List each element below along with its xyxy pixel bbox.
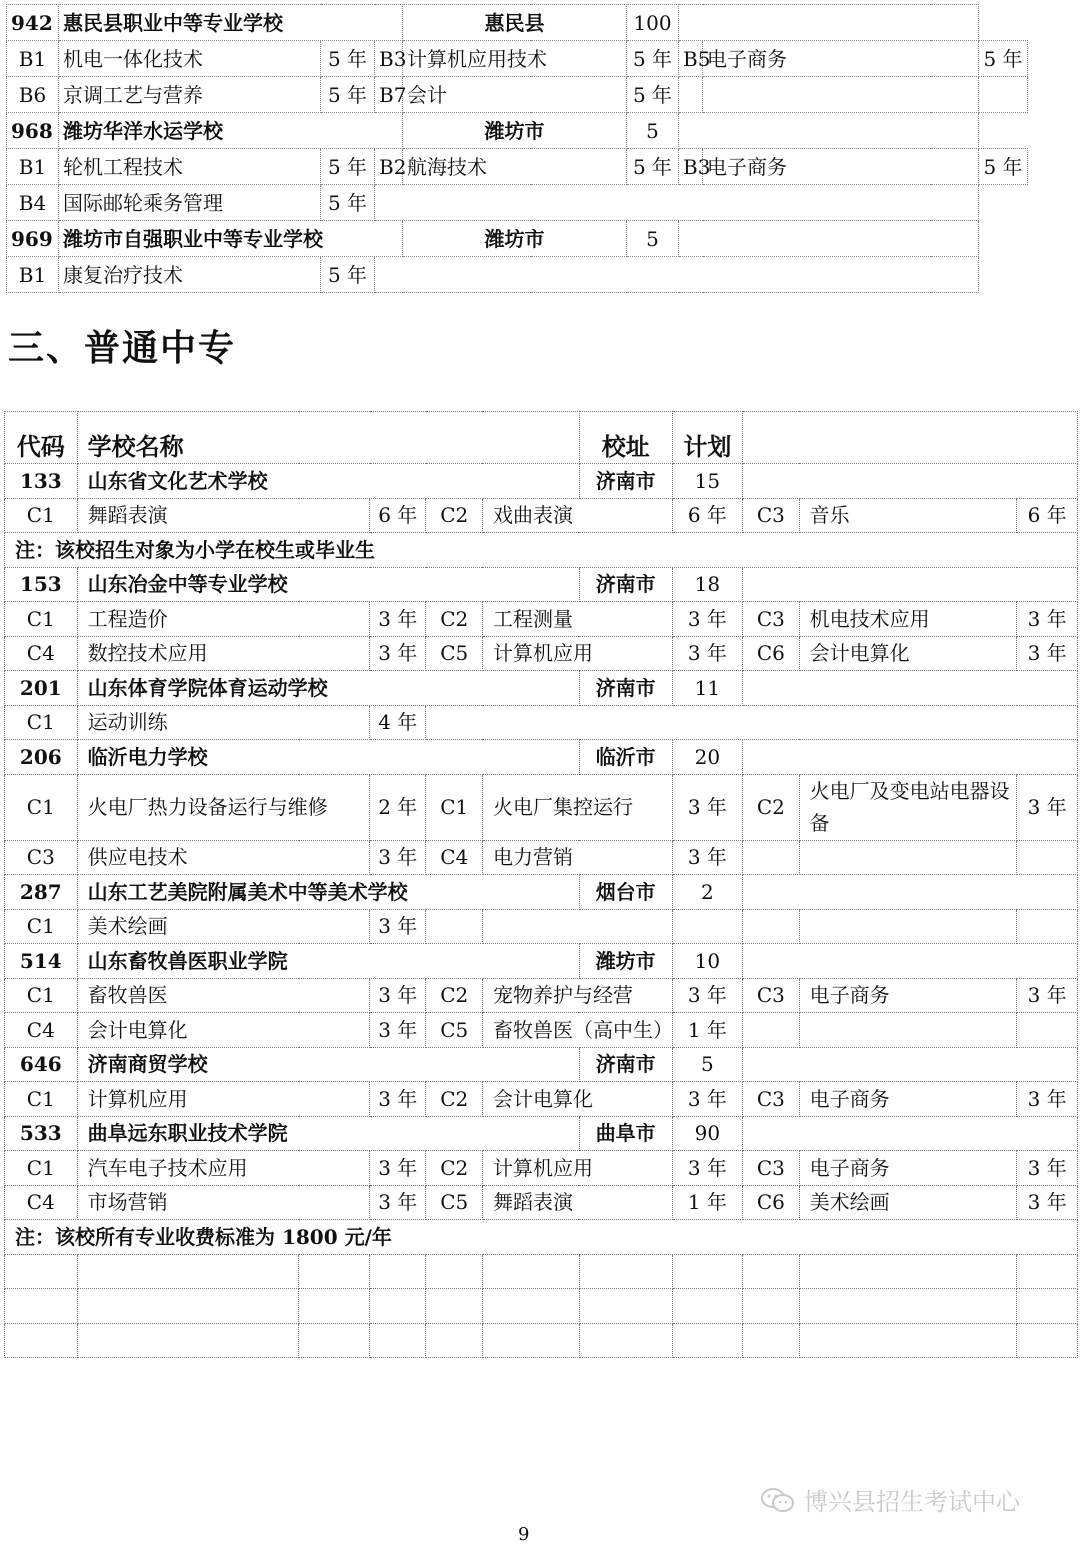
major-code: C3 (5, 840, 78, 875)
major-name: 宠物养护与经营 (482, 978, 672, 1013)
major-duration: 3 年 (1017, 636, 1078, 671)
major-duration: 2 年 (370, 774, 426, 840)
major-code: C1 (5, 909, 78, 944)
school-plan: 2 (672, 875, 743, 910)
majors-row (5, 1151, 1078, 1186)
major-duration: 5 年 (321, 185, 375, 221)
school-location: 潍坊市 (403, 221, 627, 257)
school-plan: 18 (672, 567, 743, 602)
major-code: C5 (426, 1013, 482, 1048)
major-code: C3 (743, 602, 799, 637)
school-plan: 10 (672, 944, 743, 979)
major-duration: 3 年 (672, 978, 743, 1013)
school-plan: 100 (627, 5, 679, 41)
major-name: 美术绘画 (77, 909, 369, 944)
major-name: 计算机应用 (77, 1082, 369, 1117)
blank-cell (299, 1323, 370, 1358)
major-code: B1 (7, 149, 59, 185)
header-blank (743, 412, 1078, 464)
school-code: 968 (7, 113, 59, 149)
watermark (760, 1482, 1020, 1517)
blank-cell (375, 185, 979, 221)
blank-cell (743, 671, 1078, 706)
major-name: 电子商务 (799, 1151, 1017, 1186)
empty-row (5, 1289, 1078, 1324)
blank-cell (299, 1254, 370, 1289)
blank-cell (679, 5, 979, 41)
major-duration: 5 年 (627, 41, 679, 77)
blank-cell (1017, 1323, 1078, 1358)
major-code: B7 (375, 77, 403, 113)
school-location: 曲阜市 (579, 1116, 672, 1151)
major-name: 戏曲表演 (482, 498, 672, 533)
major-name: 航海技术 (403, 149, 627, 185)
school-location: 潍坊市 (403, 113, 627, 149)
major-duration: 5 年 (321, 149, 375, 185)
major-name: 畜牧兽医（高中生） (482, 1013, 672, 1048)
major-duration: 3 年 (370, 1185, 426, 1220)
major-code: C4 (5, 1185, 78, 1220)
major-duration: 5 年 (321, 77, 375, 113)
school-code: 287 (5, 875, 78, 910)
blank-cell (679, 113, 979, 149)
major-duration (979, 77, 1028, 113)
vocational-schools-table-continued (6, 4, 1028, 293)
major-name: 计算机应用技术 (403, 41, 627, 77)
school-code: 533 (5, 1116, 78, 1151)
school-name: 山东冶金中等专业学校 (77, 567, 579, 602)
major-duration: 3 年 (370, 1013, 426, 1048)
major-code: B3 (375, 41, 403, 77)
major-code: C1 (5, 1151, 78, 1186)
major-duration: 3 年 (370, 1151, 426, 1186)
school-plan: 15 (672, 464, 743, 499)
majors-row (5, 602, 1078, 637)
majors-row (5, 636, 1078, 671)
major-code (743, 909, 799, 944)
section-heading: 三、普通中专 (8, 327, 237, 369)
blank-cell (77, 1289, 299, 1324)
school-row (5, 567, 1078, 602)
major-name: 国际邮轮乘务管理 (59, 185, 321, 221)
major-code: C2 (426, 602, 482, 637)
school-row (5, 1047, 1078, 1082)
major-name: 会计电算化 (799, 636, 1017, 671)
majors-row (5, 774, 1078, 840)
major-duration: 3 年 (370, 1082, 426, 1117)
school-row (7, 5, 1028, 41)
major-duration: 3 年 (1017, 1151, 1078, 1186)
table-header-row (5, 412, 1078, 464)
major-code: B1 (7, 41, 59, 77)
blank-cell (426, 1254, 482, 1289)
major-name (799, 909, 1017, 944)
major-name: 美术绘画 (799, 1185, 1017, 1220)
major-duration: 5 年 (979, 41, 1028, 77)
school-row (5, 464, 1078, 499)
major-code: C1 (5, 602, 78, 637)
majors-row (7, 185, 1028, 221)
major-duration: 3 年 (672, 1082, 743, 1117)
page-number: 9 (518, 1524, 530, 1545)
major-name: 畜牧兽医 (77, 978, 369, 1013)
school-plan: 5 (627, 113, 679, 149)
majors-row (7, 149, 1028, 185)
major-code: B2 (375, 149, 403, 185)
header-school-name: 学校名称 (77, 412, 579, 464)
major-duration: 6 年 (370, 498, 426, 533)
major-code: B4 (7, 185, 59, 221)
school-name: 曲阜远东职业技术学院 (77, 1116, 579, 1151)
major-name: 京调工艺与营养 (59, 77, 321, 113)
major-duration: 3 年 (370, 840, 426, 875)
major-code: B5 (679, 41, 703, 77)
major-name: 计算机应用 (482, 1151, 672, 1186)
major-code: C1 (5, 705, 78, 740)
school-location: 潍坊市 (579, 944, 672, 979)
school-plan: 5 (627, 221, 679, 257)
note-row (5, 533, 1078, 568)
major-name: 火电厂及变电站电器设备 (799, 774, 1017, 840)
blank-cell (743, 1047, 1078, 1082)
major-name: 汽车电子技术应用 (77, 1151, 369, 1186)
blank-cell (77, 1323, 299, 1358)
major-name (482, 909, 672, 944)
major-duration: 3 年 (672, 602, 743, 637)
major-code: C2 (743, 774, 799, 840)
major-name: 供应电技术 (77, 840, 369, 875)
major-duration: 3 年 (672, 1151, 743, 1186)
major-name: 数控技术应用 (77, 636, 369, 671)
blank-cell (1017, 1254, 1078, 1289)
header-plan: 计划 (672, 412, 743, 464)
school-name: 潍坊市自强职业中等专业学校 (59, 221, 403, 257)
blank-cell (579, 1254, 672, 1289)
major-name: 电子商务 (703, 41, 979, 77)
major-duration: 3 年 (672, 840, 743, 875)
school-row (7, 113, 1028, 149)
major-code (426, 909, 482, 944)
school-plan: 20 (672, 740, 743, 775)
blank-cell (579, 1289, 672, 1324)
school-code: 969 (7, 221, 59, 257)
majors-row (5, 909, 1078, 944)
major-name (799, 840, 1017, 875)
blank-cell (77, 1254, 299, 1289)
major-code: C3 (743, 1151, 799, 1186)
major-code: C6 (743, 636, 799, 671)
major-duration: 3 年 (1017, 602, 1078, 637)
blank-cell (679, 221, 979, 257)
major-name: 电子商务 (799, 978, 1017, 1013)
major-code: C1 (426, 774, 482, 840)
blank-cell (579, 1323, 672, 1358)
majors-row (5, 1082, 1078, 1117)
school-name: 山东工艺美院附属美术中等美术学校 (77, 875, 579, 910)
school-row (5, 1116, 1078, 1151)
major-duration: 3 年 (672, 636, 743, 671)
school-row (5, 875, 1078, 910)
major-code: C1 (5, 1082, 78, 1117)
major-code: C3 (743, 498, 799, 533)
school-code: 206 (5, 740, 78, 775)
blank-cell (743, 567, 1078, 602)
school-location: 惠民县 (403, 5, 627, 41)
blank-cell (743, 1116, 1078, 1151)
major-name: 舞蹈表演 (77, 498, 369, 533)
major-name: 电子商务 (799, 1082, 1017, 1117)
major-code: B1 (7, 257, 59, 293)
major-name: 市场营销 (77, 1185, 369, 1220)
major-duration: 5 年 (321, 257, 375, 293)
header-code: 代码 (5, 412, 78, 464)
school-location: 济南市 (579, 464, 672, 499)
majors-row (5, 498, 1078, 533)
school-code: 133 (5, 464, 78, 499)
major-name: 工程测量 (482, 602, 672, 637)
major-code: B3 (679, 149, 703, 185)
major-name: 机电一体化技术 (59, 41, 321, 77)
major-code: C4 (426, 840, 482, 875)
major-duration: 3 年 (672, 774, 743, 840)
wechat-icon (760, 1486, 796, 1514)
blank-cell (672, 1323, 743, 1358)
school-location: 临沂市 (579, 740, 672, 775)
major-name: 会计电算化 (482, 1082, 672, 1117)
major-code: C5 (426, 636, 482, 671)
school-code: 201 (5, 671, 78, 706)
blank-cell (743, 740, 1078, 775)
major-code (743, 840, 799, 875)
header-location: 校址 (579, 412, 672, 464)
blank-cell (672, 1289, 743, 1324)
major-duration: 3 年 (1017, 1185, 1078, 1220)
major-duration (1017, 840, 1078, 875)
school-name: 山东畜牧兽医职业学院 (77, 944, 579, 979)
major-code (743, 1013, 799, 1048)
blank-cell (743, 464, 1078, 499)
blank-cell (5, 1323, 78, 1358)
major-name: 火电厂集控运行 (482, 774, 672, 840)
majors-row (5, 1013, 1078, 1048)
major-code: C4 (5, 1013, 78, 1048)
blank-cell (5, 1289, 78, 1324)
school-plan: 5 (672, 1047, 743, 1082)
blank-cell (482, 1289, 579, 1324)
major-code: C2 (426, 1151, 482, 1186)
blank-cell (743, 1254, 799, 1289)
major-duration: 3 年 (1017, 1082, 1078, 1117)
major-duration: 5 年 (627, 77, 679, 113)
blank-cell (743, 944, 1078, 979)
major-name (703, 77, 979, 113)
blank-cell (482, 1254, 579, 1289)
general-secondary-schools-table (4, 411, 1078, 1358)
major-code: C5 (426, 1185, 482, 1220)
school-plan: 11 (672, 671, 743, 706)
school-location: 烟台市 (579, 875, 672, 910)
major-duration: 3 年 (370, 602, 426, 637)
school-code: 646 (5, 1047, 78, 1082)
school-location: 济南市 (579, 567, 672, 602)
major-name: 会计 (403, 77, 627, 113)
major-code: C1 (5, 774, 78, 840)
school-name: 山东体育学院体育运动学校 (77, 671, 579, 706)
major-name: 火电厂热力设备运行与维修 (77, 774, 369, 840)
blank-cell (799, 1254, 1017, 1289)
major-duration (1017, 909, 1078, 944)
major-name: 轮机工程技术 (59, 149, 321, 185)
major-name: 运动训练 (77, 705, 369, 740)
school-code: 153 (5, 567, 78, 602)
majors-row (7, 257, 1028, 293)
blank-cell (370, 1254, 426, 1289)
major-duration: 3 年 (370, 636, 426, 671)
major-name: 音乐 (799, 498, 1017, 533)
empty-row (5, 1254, 1078, 1289)
major-duration: 4 年 (370, 705, 426, 740)
school-plan: 90 (672, 1116, 743, 1151)
school-location: 济南市 (579, 1047, 672, 1082)
major-name: 会计电算化 (77, 1013, 369, 1048)
major-code (679, 77, 703, 113)
major-name: 计算机应用 (482, 636, 672, 671)
school-name: 济南商贸学校 (77, 1047, 579, 1082)
blank-cell (1017, 1289, 1078, 1324)
school-code: 942 (7, 5, 59, 41)
major-name (799, 1013, 1017, 1048)
school-name: 潍坊华洋水运学校 (59, 113, 403, 149)
major-duration: 6 年 (672, 498, 743, 533)
majors-row (5, 978, 1078, 1013)
school-row (5, 740, 1078, 775)
blank-cell (743, 1323, 799, 1358)
school-location: 济南市 (579, 671, 672, 706)
note-text: 注：该校招生对象为小学在校生或毕业生 (5, 533, 1078, 568)
major-code: B6 (7, 77, 59, 113)
blank-cell (426, 1323, 482, 1358)
major-name: 工程造价 (77, 602, 369, 637)
blank-cell (743, 875, 1078, 910)
major-duration: 3 年 (1017, 978, 1078, 1013)
blank-cell (375, 257, 979, 293)
empty-row (5, 1323, 1078, 1358)
watermark-text: 博兴县招生考试中心 (804, 1488, 1020, 1516)
majors-row (5, 840, 1078, 875)
blank-cell (743, 1289, 799, 1324)
school-name: 山东省文化艺术学校 (77, 464, 579, 499)
major-duration: 3 年 (1017, 774, 1078, 840)
blank-cell (482, 1323, 579, 1358)
blank-cell (5, 1254, 78, 1289)
major-name: 舞蹈表演 (482, 1185, 672, 1220)
major-code: C1 (5, 498, 78, 533)
majors-row (7, 77, 1028, 113)
major-name: 电子商务 (703, 149, 979, 185)
major-duration: 1 年 (672, 1185, 743, 1220)
blank-cell (672, 1254, 743, 1289)
school-name: 临沂电力学校 (77, 740, 579, 775)
school-row (5, 944, 1078, 979)
blank-cell (799, 1323, 1017, 1358)
note-row (5, 1220, 1078, 1255)
major-duration: 3 年 (370, 909, 426, 944)
majors-row (5, 705, 1078, 740)
major-code: C1 (5, 978, 78, 1013)
major-code: C4 (5, 636, 78, 671)
major-duration (672, 909, 743, 944)
major-code: C2 (426, 498, 482, 533)
major-name: 电力营销 (482, 840, 672, 875)
blank-cell (799, 1289, 1017, 1324)
school-name: 惠民县职业中等专业学校 (59, 5, 403, 41)
major-code: C3 (743, 978, 799, 1013)
major-code: C6 (743, 1185, 799, 1220)
major-code: C3 (743, 1082, 799, 1117)
major-duration: 5 年 (979, 149, 1028, 185)
note-text: 注：该校所有专业收费标准为 1800 元/年 (5, 1220, 1078, 1255)
school-code: 514 (5, 944, 78, 979)
major-duration: 3 年 (370, 978, 426, 1013)
major-duration: 6 年 (1017, 498, 1078, 533)
blank-cell (370, 1323, 426, 1358)
major-code: C2 (426, 1082, 482, 1117)
blank-cell (299, 1289, 370, 1324)
majors-row (5, 1185, 1078, 1220)
major-duration: 5 年 (321, 41, 375, 77)
school-row (5, 671, 1078, 706)
major-code: C2 (426, 978, 482, 1013)
blank-cell (426, 705, 1078, 740)
major-duration: 5 年 (627, 149, 679, 185)
major-name: 机电技术应用 (799, 602, 1017, 637)
blank-cell (370, 1289, 426, 1324)
majors-row (7, 41, 1028, 77)
major-duration: 1 年 (672, 1013, 743, 1048)
school-row (7, 221, 1028, 257)
major-duration (1017, 1013, 1078, 1048)
blank-cell (426, 1289, 482, 1324)
major-name: 康复治疗技术 (59, 257, 321, 293)
